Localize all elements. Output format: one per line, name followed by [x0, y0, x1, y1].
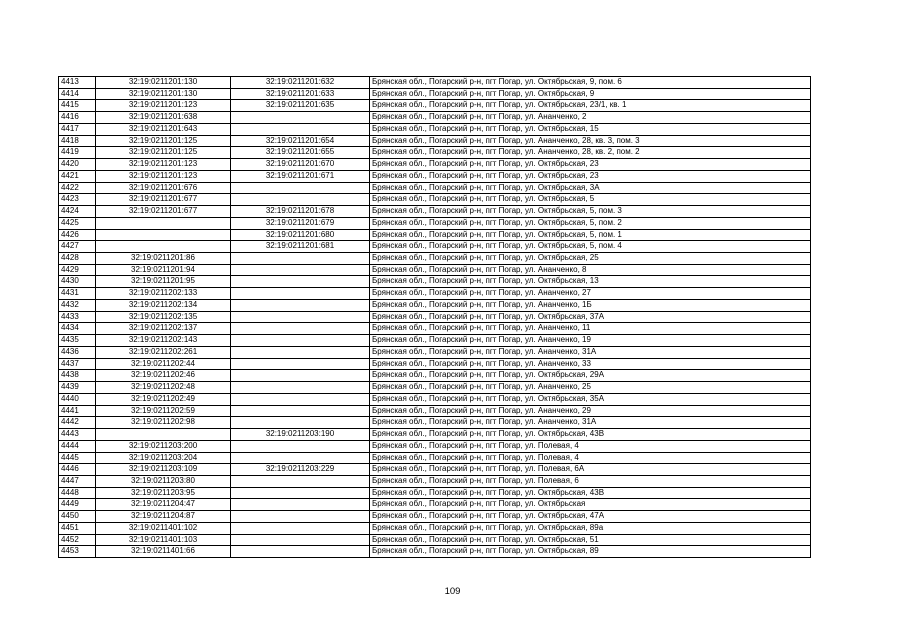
- table-row: [59, 253, 811, 265]
- address-cell: Брянская обл., Погарский р-н, пгт Погар, ул. Октябрьская, 37А: [370, 311, 811, 323]
- table-row: [59, 464, 811, 476]
- object-cadastral-cell: 32:19:0211201:655: [231, 147, 370, 159]
- table-row: [59, 288, 811, 300]
- parcel-cadastral-cell: 32:19:0211202:261: [96, 346, 231, 358]
- row-number-cell: 4418: [59, 135, 96, 147]
- object-cadastral-cell: [231, 276, 370, 288]
- parcel-cadastral-cell: 32:19:0211202:133: [96, 288, 231, 300]
- table-row: [59, 229, 811, 241]
- table-row: [59, 417, 811, 429]
- parcel-cadastral-cell: 32:19:0211202:135: [96, 311, 231, 323]
- table-row: [59, 112, 811, 124]
- parcel-cadastral-cell: 32:19:0211202:98: [96, 417, 231, 429]
- table-row: [59, 440, 811, 452]
- address-cell: Брянская обл., Погарский р-н, пгт Погар, ул. Ананченко, 11: [370, 323, 811, 335]
- parcel-cadastral-cell: 32:19:0211201:123: [96, 159, 231, 171]
- address-cell: Брянская обл., Погарский р-н, пгт Погар, ул. Ананченко, 19: [370, 335, 811, 347]
- table-row: [59, 323, 811, 335]
- object-cadastral-cell: 32:19:0211203:190: [231, 429, 370, 441]
- row-number-cell: 4440: [59, 393, 96, 405]
- parcel-cadastral-cell: 32:19:0211202:143: [96, 335, 231, 347]
- parcel-cadastral-cell: 32:19:0211201:125: [96, 147, 231, 159]
- parcel-cadastral-cell: [96, 429, 231, 441]
- object-cadastral-cell: 32:19:0211201:635: [231, 100, 370, 112]
- parcel-cadastral-cell: 32:19:0211201:125: [96, 135, 231, 147]
- table-row: [59, 77, 811, 89]
- row-number-cell: 4425: [59, 217, 96, 229]
- address-cell: Брянская обл., Погарский р-н, пгт Погар, ул. Ананченко, 33: [370, 358, 811, 370]
- address-cell: Брянская обл., Погарский р-н, пгт Погар, ул. Октябрьская, 47А: [370, 511, 811, 523]
- row-number-cell: 4436: [59, 346, 96, 358]
- parcel-cadastral-cell: 32:19:0211203:80: [96, 475, 231, 487]
- parcel-cadastral-cell: 32:19:0211201:130: [96, 77, 231, 89]
- row-number-cell: 4434: [59, 323, 96, 335]
- address-cell: Брянская обл., Погарский р-н, пгт Погар, ул. Октябрьская, 13: [370, 276, 811, 288]
- parcel-cadastral-cell: 32:19:0211204:47: [96, 499, 231, 511]
- address-cell: Брянская обл., Погарский р-н, пгт Погар, ул. Октябрьская, 5, пом. 4: [370, 241, 811, 253]
- table-row: [59, 88, 811, 100]
- row-number-cell: 4423: [59, 194, 96, 206]
- parcel-cadastral-cell: 32:19:0211203:95: [96, 487, 231, 499]
- address-cell: Брянская обл., Погарский р-н, пгт Погар, ул. Ананченко, 31А: [370, 346, 811, 358]
- table-row: [59, 241, 811, 253]
- row-number-cell: 4415: [59, 100, 96, 112]
- table-row: [59, 217, 811, 229]
- parcel-cadastral-cell: [96, 217, 231, 229]
- object-cadastral-cell: [231, 123, 370, 135]
- address-cell: Брянская обл., Погарский р-н, пгт Погар, ул. Октябрьская, 23: [370, 170, 811, 182]
- row-number-cell: 4447: [59, 475, 96, 487]
- table-row: [59, 135, 811, 147]
- parcel-cadastral-cell: 32:19:0211203:204: [96, 452, 231, 464]
- row-number-cell: 4427: [59, 241, 96, 253]
- parcel-cadastral-cell: 32:19:0211202:137: [96, 323, 231, 335]
- table-row: [59, 194, 811, 206]
- object-cadastral-cell: [231, 405, 370, 417]
- table-row: [59, 534, 811, 546]
- table-row: [59, 170, 811, 182]
- table-row: [59, 299, 811, 311]
- object-cadastral-cell: [231, 452, 370, 464]
- object-cadastral-cell: 32:19:0211201:680: [231, 229, 370, 241]
- parcel-cadastral-cell: 32:19:0211401:102: [96, 522, 231, 534]
- row-number-cell: 4421: [59, 170, 96, 182]
- address-cell: Брянская обл., Погарский р-н, пгт Погар, ул. Октябрьская, 5: [370, 194, 811, 206]
- row-number-cell: 4417: [59, 123, 96, 135]
- parcel-cadastral-cell: 32:19:0211204:87: [96, 511, 231, 523]
- object-cadastral-cell: [231, 182, 370, 194]
- parcel-cadastral-cell: 32:19:0211201:130: [96, 88, 231, 100]
- address-cell: Брянская обл., Погарский р-н, пгт Погар, ул. Октябрьская, 23: [370, 159, 811, 171]
- row-number-cell: 4446: [59, 464, 96, 476]
- object-cadastral-cell: [231, 112, 370, 124]
- object-cadastral-cell: 32:19:0211201:633: [231, 88, 370, 100]
- table-row: [59, 182, 811, 194]
- address-cell: Брянская обл., Погарский р-н, пгт Погар, ул. Полевая, 6: [370, 475, 811, 487]
- parcel-cadastral-cell: 32:19:0211201:643: [96, 123, 231, 135]
- object-cadastral-cell: [231, 487, 370, 499]
- row-number-cell: 4449: [59, 499, 96, 511]
- table-row: [59, 206, 811, 218]
- row-number-cell: 4448: [59, 487, 96, 499]
- address-cell: Брянская обл., Погарский р-н, пгт Погар, ул. Ананченко, 8: [370, 264, 811, 276]
- object-cadastral-cell: [231, 382, 370, 394]
- row-number-cell: 4433: [59, 311, 96, 323]
- object-cadastral-cell: [231, 346, 370, 358]
- row-number-cell: 4426: [59, 229, 96, 241]
- row-number-cell: 4414: [59, 88, 96, 100]
- parcel-cadastral-cell: 32:19:0211201:95: [96, 276, 231, 288]
- row-number-cell: 4430: [59, 276, 96, 288]
- table-row: [59, 546, 811, 558]
- table-row: [59, 487, 811, 499]
- registry-table: [58, 76, 811, 558]
- parcel-cadastral-cell: 32:19:0211201:123: [96, 170, 231, 182]
- address-cell: Брянская обл., Погарский р-н, пгт Погар, ул. Ананченко, 27: [370, 288, 811, 300]
- address-cell: Брянская обл., Погарский р-н, пгт Погар, ул. Ананченко, 25: [370, 382, 811, 394]
- row-number-cell: 4435: [59, 335, 96, 347]
- row-number-cell: 4413: [59, 77, 96, 89]
- object-cadastral-cell: [231, 546, 370, 558]
- row-number-cell: 4428: [59, 253, 96, 265]
- table-row: [59, 264, 811, 276]
- object-cadastral-cell: 32:19:0211201:632: [231, 77, 370, 89]
- parcel-cadastral-cell: 32:19:0211401:66: [96, 546, 231, 558]
- address-cell: Брянская обл., Погарский р-н, пгт Погар, ул. Октябрьская, 5, пом. 3: [370, 206, 811, 218]
- parcel-cadastral-cell: 32:19:0211202:59: [96, 405, 231, 417]
- row-number-cell: 4452: [59, 534, 96, 546]
- parcel-cadastral-cell: 32:19:0211202:46: [96, 370, 231, 382]
- row-number-cell: 4441: [59, 405, 96, 417]
- row-number-cell: 4431: [59, 288, 96, 300]
- table-row: [59, 159, 811, 171]
- object-cadastral-cell: [231, 323, 370, 335]
- address-cell: Брянская обл., Погарский р-н, пгт Погар, ул. Октябрьская, 29А: [370, 370, 811, 382]
- table-row: [59, 370, 811, 382]
- parcel-cadastral-cell: 32:19:0211202:49: [96, 393, 231, 405]
- object-cadastral-cell: 32:19:0211203:229: [231, 464, 370, 476]
- address-cell: Брянская обл., Погарский р-н, пгт Погар, ул. Октябрьская, 15: [370, 123, 811, 135]
- address-cell: Брянская обл., Погарский р-н, пгт Погар, ул. Октябрьская, 9: [370, 88, 811, 100]
- object-cadastral-cell: [231, 522, 370, 534]
- address-cell: Брянская обл., Погарский р-н, пгт Погар, ул. Ананченко, 1Б: [370, 299, 811, 311]
- object-cadastral-cell: 32:19:0211201:654: [231, 135, 370, 147]
- parcel-cadastral-cell: 32:19:0211401:103: [96, 534, 231, 546]
- address-cell: Брянская обл., Погарский р-н, пгт Погар, ул. Октябрьская, 23/1, кв. 1: [370, 100, 811, 112]
- address-cell: Брянская обл., Погарский р-н, пгт Погар, ул. Октябрьская, 43В: [370, 487, 811, 499]
- table-row: [59, 522, 811, 534]
- table-row: [59, 429, 811, 441]
- row-number-cell: 4438: [59, 370, 96, 382]
- address-cell: Брянская обл., Погарский р-н, пгт Погар, ул. Октябрьская, 3А: [370, 182, 811, 194]
- row-number-cell: 4453: [59, 546, 96, 558]
- object-cadastral-cell: [231, 299, 370, 311]
- table-row: [59, 393, 811, 405]
- table-row: [59, 311, 811, 323]
- row-number-cell: 4420: [59, 159, 96, 171]
- address-cell: Брянская обл., Погарский р-н, пгт Погар, ул. Октябрьская, 51: [370, 534, 811, 546]
- parcel-cadastral-cell: 32:19:0211203:109: [96, 464, 231, 476]
- address-cell: Брянская обл., Погарский р-н, пгт Погар, ул. Полевая, 4: [370, 452, 811, 464]
- parcel-cadastral-cell: [96, 241, 231, 253]
- parcel-cadastral-cell: 32:19:0211201:94: [96, 264, 231, 276]
- object-cadastral-cell: 32:19:0211201:681: [231, 241, 370, 253]
- object-cadastral-cell: 32:19:0211201:679: [231, 217, 370, 229]
- table-row: [59, 452, 811, 464]
- address-cell: Брянская обл., Погарский р-н, пгт Погар, ул. Октябрьская, 35А: [370, 393, 811, 405]
- table-row: [59, 147, 811, 159]
- parcel-cadastral-cell: 32:19:0211202:48: [96, 382, 231, 394]
- row-number-cell: 4416: [59, 112, 96, 124]
- table-row: [59, 511, 811, 523]
- registry-table-body: [59, 77, 811, 558]
- object-cadastral-cell: [231, 335, 370, 347]
- page-number: 109: [444, 586, 461, 597]
- parcel-cadastral-cell: 32:19:0211201:676: [96, 182, 231, 194]
- parcel-cadastral-cell: 32:19:0211201:638: [96, 112, 231, 124]
- object-cadastral-cell: [231, 417, 370, 429]
- row-number-cell: 4444: [59, 440, 96, 452]
- row-number-cell: 4422: [59, 182, 96, 194]
- object-cadastral-cell: [231, 264, 370, 276]
- address-cell: Брянская обл., Погарский р-н, пгт Погар, ул. Полевая, 6А: [370, 464, 811, 476]
- address-cell: Брянская обл., Погарский р-н, пгт Погар, ул. Октябрьская: [370, 499, 811, 511]
- address-cell: Брянская обл., Погарский р-н, пгт Погар, ул. Октябрьская, 5, пом. 2: [370, 217, 811, 229]
- row-number-cell: 4450: [59, 511, 96, 523]
- parcel-cadastral-cell: 32:19:0211202:44: [96, 358, 231, 370]
- table-row: [59, 335, 811, 347]
- parcel-cadastral-cell: 32:19:0211201:677: [96, 206, 231, 218]
- table-row: [59, 123, 811, 135]
- table-row: [59, 499, 811, 511]
- object-cadastral-cell: [231, 511, 370, 523]
- object-cadastral-cell: [231, 499, 370, 511]
- row-number-cell: 4424: [59, 206, 96, 218]
- object-cadastral-cell: [231, 370, 370, 382]
- row-number-cell: 4442: [59, 417, 96, 429]
- address-cell: Брянская обл., Погарский р-н, пгт Погар, ул. Ананченко, 28, кв. 2, пом. 2: [370, 147, 811, 159]
- address-cell: Брянская обл., Погарский р-н, пгт Погар, ул. Ананченко, 29: [370, 405, 811, 417]
- row-number-cell: 4439: [59, 382, 96, 394]
- parcel-cadastral-cell: 32:19:0211201:86: [96, 253, 231, 265]
- row-number-cell: 4432: [59, 299, 96, 311]
- object-cadastral-cell: 32:19:0211201:671: [231, 170, 370, 182]
- object-cadastral-cell: [231, 393, 370, 405]
- object-cadastral-cell: [231, 358, 370, 370]
- object-cadastral-cell: [231, 288, 370, 300]
- address-cell: Брянская обл., Погарский р-н, пгт Погар, ул. Октябрьская, 25: [370, 253, 811, 265]
- table-row: [59, 346, 811, 358]
- table-row: [59, 358, 811, 370]
- object-cadastral-cell: 32:19:0211201:670: [231, 159, 370, 171]
- row-number-cell: 4443: [59, 429, 96, 441]
- table-row: [59, 405, 811, 417]
- object-cadastral-cell: [231, 253, 370, 265]
- object-cadastral-cell: [231, 311, 370, 323]
- parcel-cadastral-cell: [96, 229, 231, 241]
- address-cell: Брянская обл., Погарский р-н, пгт Погар, ул. Ананченко, 28, кв. 3, пом. 3: [370, 135, 811, 147]
- object-cadastral-cell: [231, 475, 370, 487]
- parcel-cadastral-cell: 32:19:0211202:134: [96, 299, 231, 311]
- parcel-cadastral-cell: 32:19:0211201:123: [96, 100, 231, 112]
- address-cell: Брянская обл., Погарский р-н, пгт Погар, ул. Октябрьская, 89: [370, 546, 811, 558]
- row-number-cell: 4429: [59, 264, 96, 276]
- object-cadastral-cell: 32:19:0211201:678: [231, 206, 370, 218]
- table-row: [59, 475, 811, 487]
- row-number-cell: 4437: [59, 358, 96, 370]
- address-cell: Брянская обл., Погарский р-н, пгт Погар, ул. Октябрьская, 43В: [370, 429, 811, 441]
- table-row: [59, 382, 811, 394]
- address-cell: Брянская обл., Погарский р-н, пгт Погар, ул. Ананченко, 2: [370, 112, 811, 124]
- address-cell: Брянская обл., Погарский р-н, пгт Погар, ул. Октябрьская, 89а: [370, 522, 811, 534]
- address-cell: Брянская обл., Погарский р-н, пгт Погар, ул. Октябрьская, 9, пом. 6: [370, 77, 811, 89]
- address-cell: Брянская обл., Погарский р-н, пгт Погар, ул. Октябрьская, 5, пом. 1: [370, 229, 811, 241]
- object-cadastral-cell: [231, 194, 370, 206]
- table-row: [59, 100, 811, 112]
- parcel-cadastral-cell: 32:19:0211203:200: [96, 440, 231, 452]
- object-cadastral-cell: [231, 440, 370, 452]
- row-number-cell: 4419: [59, 147, 96, 159]
- table-row: [59, 276, 811, 288]
- object-cadastral-cell: [231, 534, 370, 546]
- row-number-cell: 4451: [59, 522, 96, 534]
- row-number-cell: 4445: [59, 452, 96, 464]
- address-cell: Брянская обл., Погарский р-н, пгт Погар, ул. Ананченко, 31А: [370, 417, 811, 429]
- address-cell: Брянская обл., Погарский р-н, пгт Погар, ул. Полевая, 4: [370, 440, 811, 452]
- parcel-cadastral-cell: 32:19:0211201:677: [96, 194, 231, 206]
